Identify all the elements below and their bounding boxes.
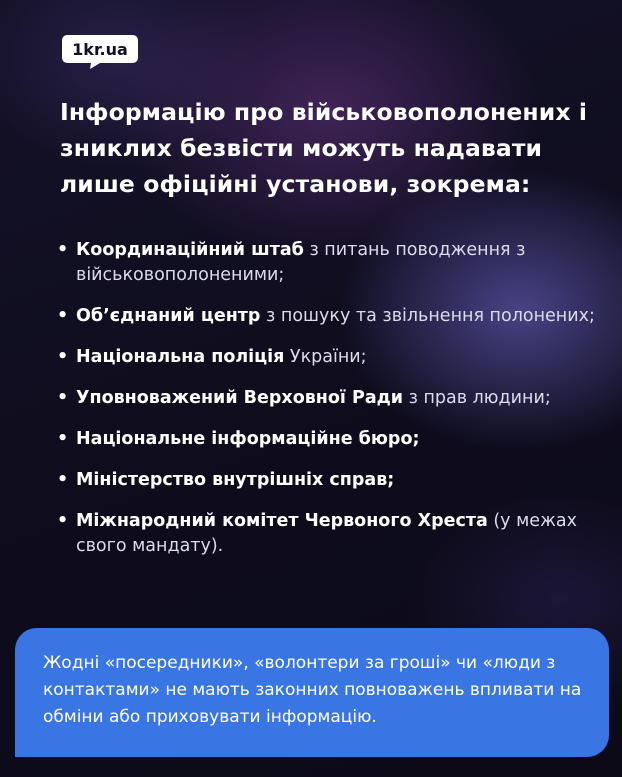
- bullet: •: [57, 306, 69, 326]
- item-detail: з пошуку та звільнення полонених;: [260, 306, 595, 326]
- item-title: Координаційний штаб: [76, 240, 304, 260]
- bullet: •: [57, 511, 69, 531]
- bullet: •: [57, 388, 69, 408]
- item-detail: (у межах свого мандату).: [76, 511, 577, 556]
- item-title: Міністерство внутрішніх справ;: [76, 470, 395, 490]
- list-item: [56, 345, 601, 370]
- list-item: [56, 304, 601, 329]
- item-detail: України;: [284, 347, 367, 367]
- list-item: [56, 386, 601, 411]
- bullet: •: [57, 470, 69, 490]
- item-title: Міжнародний комітет Червоного Хреста: [76, 511, 488, 531]
- list-item: [56, 468, 601, 493]
- logo-text: 1kr.ua: [72, 40, 128, 59]
- page-title: Інформацію про військовополонених і зниклих безвісти можуть надавати лише офіційні установи, зокрема:: [60, 98, 588, 198]
- institution-list: [56, 238, 601, 575]
- list-item: [56, 509, 601, 559]
- brand-logo: [60, 33, 140, 69]
- item-title: Уповноважений Верховної Ради: [76, 388, 404, 408]
- list-item: [56, 427, 601, 452]
- item-detail: з питань поводження з військовополоненими;: [76, 240, 526, 285]
- notice-callout: Жодні «посередники», «волонтери за гроші» чи «люди з контактами» не мають законних повноважень впливати на обміни або приховувати інформацію.: [15, 628, 609, 757]
- item-title: Національна поліція: [76, 347, 285, 367]
- bullet: •: [57, 429, 69, 449]
- item-title: Об’єднаний центр: [76, 306, 261, 326]
- speech-bubble-logo-icon: [60, 33, 140, 69]
- list-item: [56, 238, 601, 288]
- bullet: •: [57, 347, 69, 367]
- item-detail: з прав людини;: [403, 388, 551, 408]
- item-title: Національне інформаційне бюро;: [76, 429, 420, 449]
- bullet: •: [57, 240, 69, 260]
